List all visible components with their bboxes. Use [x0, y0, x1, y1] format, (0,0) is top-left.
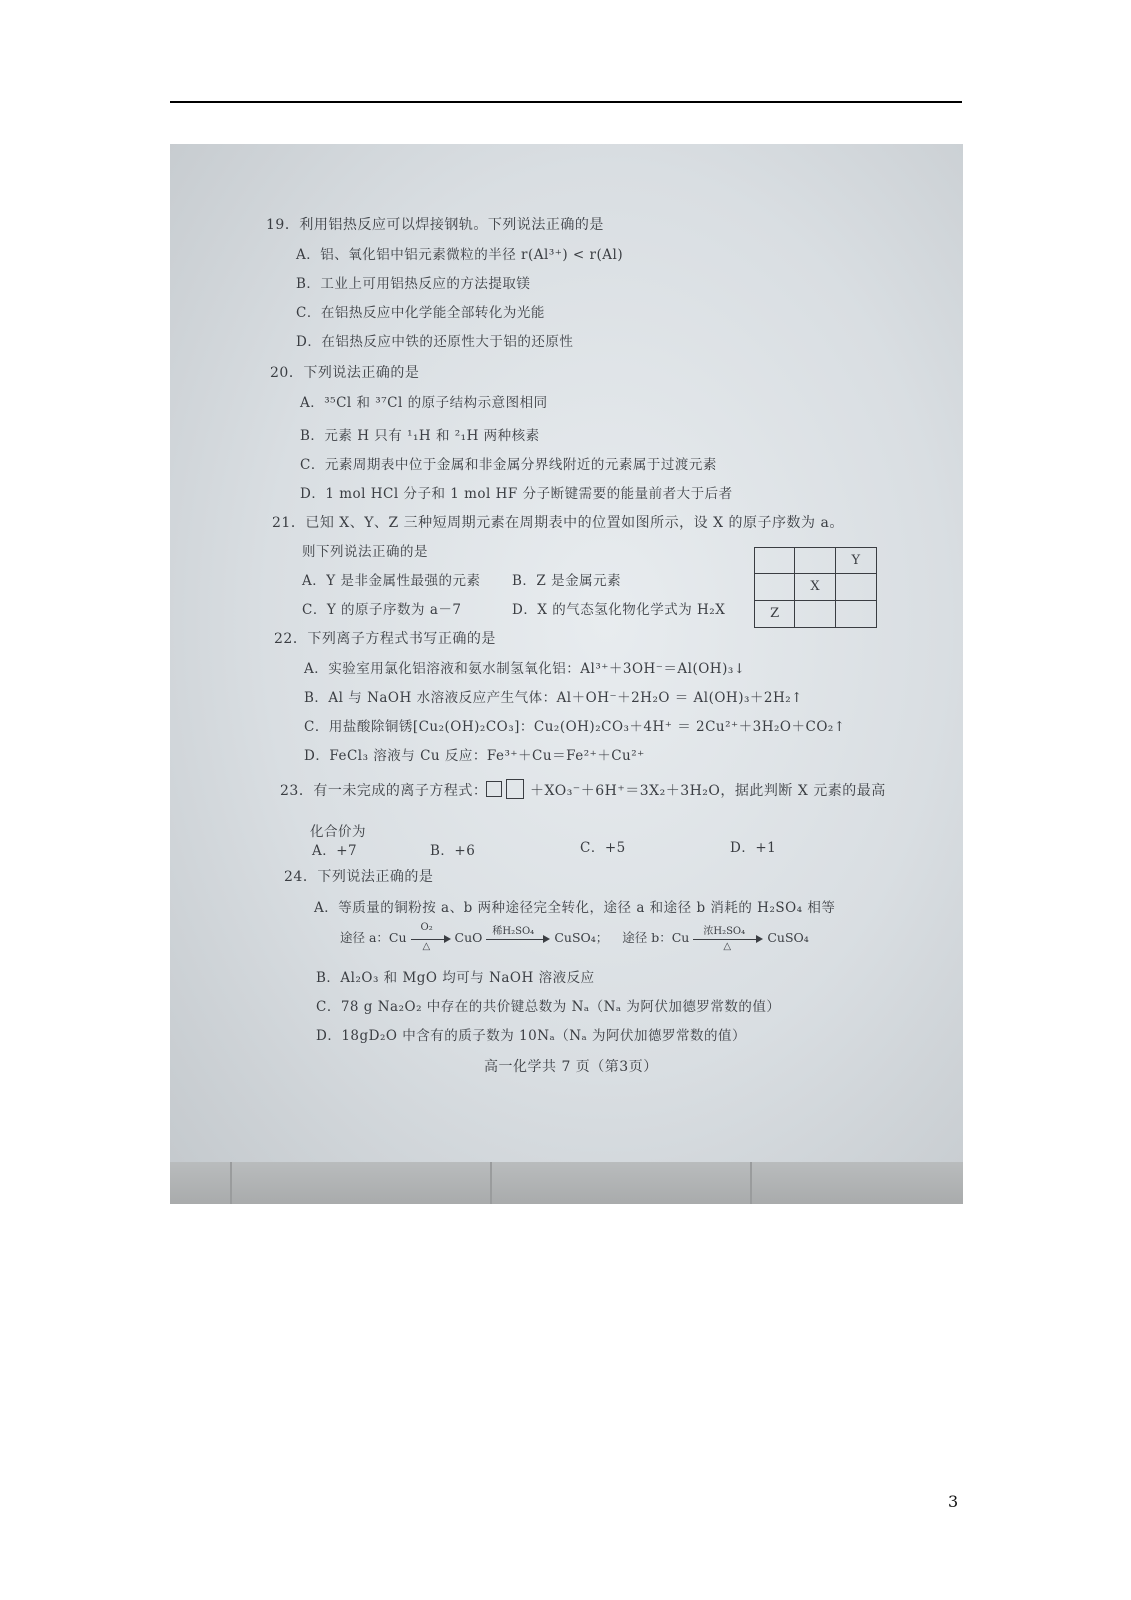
- route-b-reagent: 浓H₂SO₄: [703, 925, 746, 937]
- route-a-start: 途径 a：Cu: [340, 930, 407, 945]
- q20-option-b: B．元素 H 只有 ¹₁H 和 ²₁H 两种核素: [300, 428, 540, 444]
- q21-option-b: B．Z 是金属元素: [512, 573, 622, 589]
- q23-stem: 23．有一未完成的离子方程式：: [280, 783, 488, 799]
- route-a-arrow-1: [411, 921, 451, 952]
- q19-option-d: D．在铝热反应中铁的还原性大于铝的还原性: [296, 334, 574, 350]
- q20-option-c: C．元素周期表中位于金属和非金属分界线附近的元素属于过渡元素: [300, 457, 717, 473]
- route-b-end: CuSO₄: [767, 930, 809, 945]
- q23-option-b: B．+6: [430, 843, 476, 859]
- q24-option-c: C．78 g Na₂O₂ 中存在的共价键总数为 Nₐ（Nₐ 为阿伏加德罗常数的值）: [316, 999, 781, 1015]
- q20-option-d: D．1 mol HCl 分子和 1 mol HF 分子断键需要的能量前者大于后者: [300, 486, 733, 502]
- reaction-route-line: [340, 921, 809, 952]
- table-cell: [755, 548, 795, 574]
- q24-option-d: D．18gD₂O 中含有的质子数为 10Nₐ（Nₐ 为阿伏加德罗常数的值）: [316, 1028, 747, 1044]
- q24-stem: 24．下列说法正确的是: [284, 869, 434, 885]
- q24-option-a: A．等质量的铜粉按 a、b 两种途径完全转化，途径 a 和途径 b 消耗的 H₂SO₄ 相等: [314, 900, 836, 916]
- q22-stem: 22．下列离子方程式书写正确的是: [274, 631, 496, 647]
- q21-option-a: A．Y 是非金属性最强的元素: [302, 573, 481, 589]
- route-a-arrow-2: [486, 925, 550, 946]
- q22-option-a: A．实验室用氯化铝溶液和氨水制氢氧化铝：Al³⁺＋3OH⁻＝Al(OH)₃↓: [304, 661, 746, 677]
- exam-sheet: [170, 144, 963, 1162]
- route-a-heat: △: [422, 940, 431, 952]
- header-rule: [170, 101, 962, 103]
- route-a-o2: O₂: [420, 921, 433, 933]
- q20-option-a: A．³⁵Cl 和 ³⁷Cl 的原子结构示意图相同: [300, 395, 548, 411]
- q23-stem-continued: 化合价为: [310, 824, 366, 840]
- q21-stem-continued: 则下列说法正确的是: [302, 544, 428, 560]
- table-cell: [795, 548, 835, 574]
- blank-boxes: [486, 778, 528, 799]
- table-cell-z: Z: [755, 601, 795, 627]
- q21-option-d: D．X 的气态氢化物化学式为 H₂X: [512, 602, 726, 618]
- q22-option-d: D．FeCl₃ 溶液与 Cu 反应：Fe³⁺＋Cu＝Fe²⁺＋Cu²⁺: [304, 748, 645, 764]
- table-cell: [755, 574, 795, 600]
- table-cell-y: Y: [836, 548, 876, 574]
- table-cell: [836, 601, 876, 627]
- periodic-table-fragment: [754, 547, 877, 628]
- q19-stem: 19．利用铝热反应可以焊接钢轨。下列说法正确的是: [266, 217, 604, 233]
- route-b-start: 途径 b：Cu: [622, 930, 690, 945]
- exam-photo: [170, 144, 963, 1204]
- q19-option-b: B．工业上可用铝热反应的方法提取镁: [296, 276, 531, 292]
- blank-box: [486, 781, 502, 797]
- q23-stem-equation: ＋XO₃⁻＋6H⁺＝3X₂＋3H₂O，据此判断 X 元素的最高: [530, 783, 886, 799]
- table-cell-x: X: [795, 574, 835, 600]
- route-b-heat: △: [723, 940, 732, 952]
- sheet-footer: 高一化学共 7 页（第3页）: [484, 1059, 658, 1075]
- page-number: 3: [948, 1492, 959, 1511]
- q19-option-a: A．铝、氧化铝中铝元素微粒的半径 r(Al³⁺) < r(Al): [296, 247, 624, 263]
- table-cell: [836, 574, 876, 600]
- q20-stem: 20．下列说法正确的是: [270, 365, 420, 381]
- route-b-arrow: [693, 925, 763, 952]
- q23-option-c: C．+5: [580, 840, 626, 856]
- q23-option-a: A．+7: [312, 843, 358, 859]
- table-cell: [795, 601, 835, 627]
- q22-option-b: B．Al 与 NaOH 水溶液反应产生气体：Al＋OH⁻＋2H₂O ＝ Al(OH)₃＋2H₂↑: [304, 690, 803, 706]
- q24-option-b: B．Al₂O₃ 和 MgO 均可与 NaOH 溶液反应: [316, 970, 595, 986]
- blank-box: [506, 779, 524, 799]
- q22-option-c: C．用盐酸除铜锈[Cu₂(OH)₂CO₃]：Cu₂(OH)₂CO₃＋4H⁺ ＝ 2Cu²⁺＋3H₂O＋CO₂↑: [304, 719, 846, 735]
- q23-option-d: D．+1: [730, 840, 777, 856]
- floor-background: [170, 1162, 963, 1204]
- route-a-end: CuSO₄；: [554, 930, 609, 945]
- route-a-mid: CuO: [454, 930, 483, 945]
- q21-stem: 21．已知 X、Y、Z 三种短周期元素在周期表中的位置如图所示，设 X 的原子序数为 a。: [272, 515, 844, 531]
- route-a-reagent: 稀H₂SO₄: [492, 925, 535, 937]
- q21-option-c: C．Y 的原子序数为 a－7: [302, 602, 462, 618]
- q19-option-c: C．在铝热反应中化学能全部转化为光能: [296, 305, 545, 321]
